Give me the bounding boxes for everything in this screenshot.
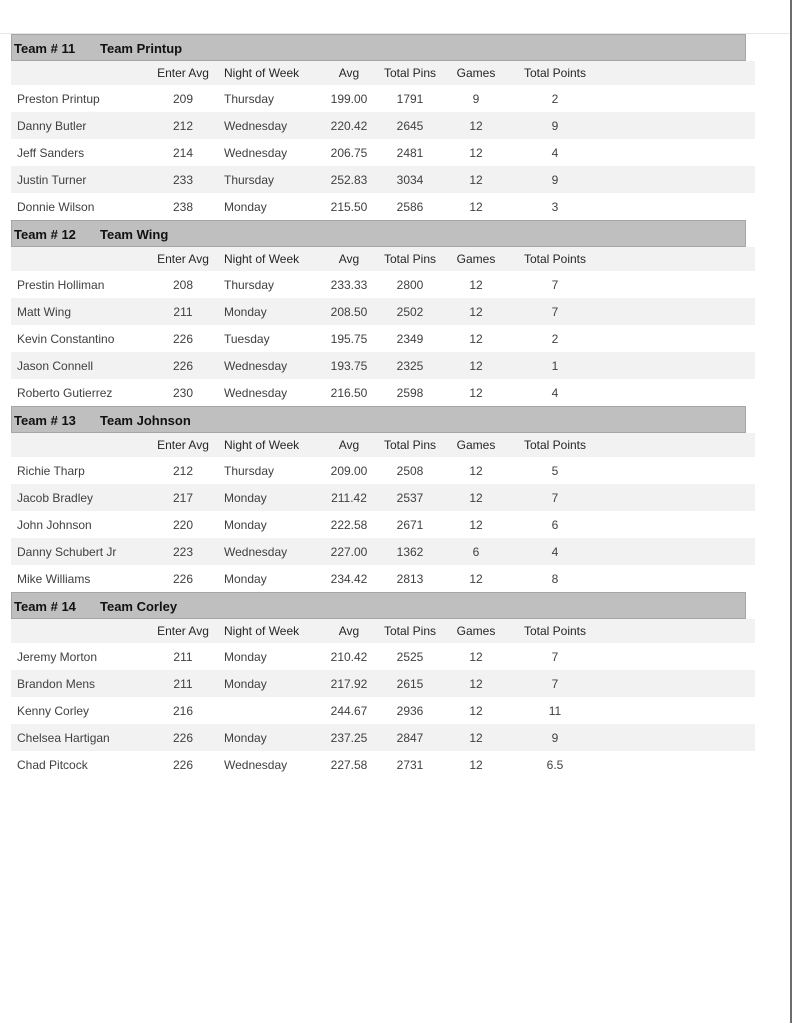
- night-cell: Wednesday: [224, 544, 288, 559]
- total-points-cell: 1: [551, 358, 559, 373]
- col-enter-avg-header: Enter Avg: [157, 66, 209, 80]
- night-cell: Wednesday: [224, 118, 288, 133]
- total-pins-cell: 2586: [396, 199, 424, 214]
- avg-cell: 199.00: [330, 91, 368, 106]
- avg-cell: 227.58: [330, 757, 368, 772]
- total-pins-cell: 2502: [396, 304, 424, 319]
- night-cell: Monday: [224, 490, 267, 505]
- player-rows: [11, 457, 755, 592]
- team-number: Team # 12: [14, 227, 76, 242]
- enter-avg-cell: 238: [172, 199, 194, 214]
- total-points-cell: 4: [551, 544, 559, 559]
- night-cell: Monday: [224, 676, 267, 691]
- table-row: [11, 697, 755, 724]
- table-row: [11, 193, 755, 220]
- total-pins-cell: 2525: [396, 649, 424, 664]
- night-cell: Thursday: [224, 172, 275, 187]
- games-cell: 12: [469, 757, 483, 772]
- table-row: [11, 670, 755, 697]
- table-row: [11, 538, 755, 565]
- avg-cell: 211.42: [331, 490, 367, 505]
- avg-cell: 193.75: [330, 358, 368, 373]
- games-cell: 12: [469, 463, 483, 478]
- avg-cell: 210.42: [330, 649, 368, 664]
- enter-avg-cell: 226: [172, 730, 194, 745]
- enter-avg-cell: 230: [172, 385, 194, 400]
- total-points-cell: 5: [551, 463, 559, 478]
- player-name: Danny Schubert Jr: [17, 544, 117, 559]
- games-cell: 12: [469, 649, 483, 664]
- night-cell: Thursday: [224, 91, 275, 106]
- page-right-edge: [790, 0, 792, 1023]
- enter-avg-cell: 223: [172, 544, 194, 559]
- night-cell: Monday: [224, 649, 267, 664]
- col-avg-header: Avg: [338, 624, 360, 638]
- total-points-cell: 9: [551, 730, 559, 745]
- night-cell: Wednesday: [224, 145, 288, 160]
- games-cell: 6: [472, 544, 480, 559]
- games-cell: 12: [469, 172, 483, 187]
- total-pins-cell: 2598: [396, 385, 424, 400]
- games-cell: 12: [469, 118, 483, 133]
- col-games-header: Games: [456, 624, 496, 638]
- column-header-row: [11, 433, 755, 457]
- avg-cell: 206.75: [330, 145, 368, 160]
- table-row: [11, 643, 755, 670]
- player-name: Danny Butler: [17, 118, 87, 133]
- night-cell: Wednesday: [224, 358, 288, 373]
- night-cell: Tuesday: [224, 331, 270, 346]
- games-cell: 12: [469, 517, 483, 532]
- team-section: [11, 34, 755, 220]
- col-games-header: Games: [456, 438, 496, 452]
- player-rows: [11, 271, 755, 406]
- enter-avg-cell: 211: [173, 676, 193, 691]
- player-name: Jeff Sanders: [17, 145, 85, 160]
- table-row: [11, 511, 755, 538]
- total-pins-cell: 2325: [396, 358, 424, 373]
- total-points-cell: 7: [551, 490, 559, 505]
- avg-cell: 220.42: [330, 118, 368, 133]
- total-pins-cell: 2813: [396, 571, 424, 586]
- table-row: [11, 751, 755, 778]
- table-row: [11, 352, 755, 379]
- total-points-cell: 7: [551, 277, 559, 292]
- table-row: [11, 325, 755, 352]
- night-cell: Monday: [224, 571, 267, 586]
- table-row: [11, 724, 755, 751]
- player-rows: [11, 643, 755, 778]
- table-row: [11, 484, 755, 511]
- col-night-header: Night of Week: [224, 66, 300, 80]
- games-cell: 12: [469, 571, 483, 586]
- col-avg-header: Avg: [338, 438, 360, 452]
- table-row: [11, 139, 755, 166]
- total-points-cell: 4: [551, 385, 559, 400]
- player-name: Richie Tharp: [17, 463, 85, 478]
- total-pins-cell: 2615: [396, 676, 424, 691]
- enter-avg-cell: 217: [172, 490, 194, 505]
- player-name: Preston Printup: [17, 91, 100, 106]
- enter-avg-cell: 226: [172, 358, 194, 373]
- team-name: Team Corley: [100, 599, 178, 614]
- column-header-row: [11, 247, 755, 271]
- total-points-cell: 7: [551, 676, 559, 691]
- games-cell: 12: [469, 703, 483, 718]
- total-pins-cell: 2731: [396, 757, 424, 772]
- avg-cell: 195.75: [330, 331, 368, 346]
- enter-avg-cell: 216: [172, 703, 194, 718]
- enter-avg-cell: 208: [172, 277, 194, 292]
- total-points-cell: 6.5: [546, 757, 564, 772]
- page-top-band: [0, 0, 790, 34]
- player-name: Chad Pitcock: [17, 757, 88, 772]
- team-name: Team Wing: [100, 227, 169, 242]
- night-cell: Wednesday: [224, 757, 288, 772]
- total-points-cell: 2: [551, 331, 559, 346]
- total-points-cell: 9: [551, 172, 559, 187]
- games-cell: 12: [469, 304, 483, 319]
- col-enter-avg-header: Enter Avg: [157, 252, 209, 266]
- team-section: [11, 220, 755, 406]
- player-name: John Johnson: [17, 517, 92, 532]
- player-name: Donnie Wilson: [17, 199, 95, 214]
- total-points-cell: 6: [551, 517, 559, 532]
- player-name: Kenny Corley: [17, 703, 90, 718]
- games-cell: 12: [469, 277, 483, 292]
- night-cell: Monday: [224, 199, 267, 214]
- col-total-pins-header: Total Pins: [383, 252, 437, 266]
- player-name: Kevin Constantino: [17, 331, 115, 346]
- total-pins-cell: 1791: [396, 91, 424, 106]
- enter-avg-cell: 226: [172, 757, 194, 772]
- player-name: Chelsea Hartigan: [17, 730, 110, 745]
- total-pins-cell: 2671: [396, 517, 424, 532]
- enter-avg-cell: 212: [172, 463, 194, 478]
- team-header: [11, 220, 746, 247]
- team-section: [11, 406, 755, 592]
- player-name: Matt Wing: [17, 304, 72, 319]
- team-name: Team Printup: [100, 41, 183, 56]
- total-pins-cell: 2508: [396, 463, 424, 478]
- col-avg-header: Avg: [338, 66, 360, 80]
- avg-cell: 227.00: [330, 544, 368, 559]
- col-games-header: Games: [456, 252, 496, 266]
- total-pins-cell: 3034: [396, 172, 424, 187]
- col-total-pins-header: Total Pins: [383, 66, 437, 80]
- games-cell: 12: [469, 145, 483, 160]
- table-row: [11, 85, 755, 112]
- table-row: [11, 457, 755, 484]
- avg-cell: 233.33: [330, 277, 368, 292]
- games-cell: 12: [469, 358, 483, 373]
- col-avg-header: Avg: [338, 252, 360, 266]
- enter-avg-cell: 212: [172, 118, 194, 133]
- col-games-header: Games: [456, 66, 496, 80]
- team-header: [11, 34, 746, 61]
- night-cell: Monday: [224, 517, 267, 532]
- team-header: [11, 406, 746, 433]
- player-name: Roberto Gutierrez: [17, 385, 113, 400]
- total-pins-cell: 2936: [396, 703, 424, 718]
- total-pins-cell: 2537: [396, 490, 424, 505]
- col-total-points-header: Total Points: [523, 624, 587, 638]
- night-cell: Monday: [224, 304, 267, 319]
- player-name: Jeremy Morton: [17, 649, 98, 664]
- col-enter-avg-header: Enter Avg: [157, 624, 209, 638]
- enter-avg-cell: 226: [172, 571, 194, 586]
- total-points-cell: 9: [551, 118, 559, 133]
- col-night-header: Night of Week: [224, 624, 300, 638]
- team-number: Team # 14: [14, 599, 76, 614]
- col-total-points-header: Total Points: [523, 252, 587, 266]
- avg-cell: 208.50: [330, 304, 368, 319]
- games-cell: 12: [469, 331, 483, 346]
- avg-cell: 252.83: [330, 172, 368, 187]
- col-night-header: Night of Week: [224, 252, 300, 266]
- avg-cell: 237.25: [330, 730, 368, 745]
- total-pins-cell: 1362: [396, 544, 424, 559]
- col-total-pins-header: Total Pins: [383, 624, 437, 638]
- player-name: Jason Connell: [17, 358, 94, 373]
- player-name: Justin Turner: [17, 172, 87, 187]
- team-number: Team # 13: [14, 413, 76, 428]
- avg-cell: 217.92: [330, 676, 368, 691]
- player-name: Prestin Holliman: [17, 277, 105, 292]
- games-cell: 12: [469, 676, 483, 691]
- games-cell: 9: [472, 91, 480, 106]
- enter-avg-cell: 209: [172, 91, 194, 106]
- night-cell: Monday: [224, 730, 267, 745]
- table-row: [11, 166, 755, 193]
- team-name: Team Johnson: [100, 413, 191, 428]
- player-name: Jacob Bradley: [17, 490, 94, 505]
- total-points-cell: 11: [548, 703, 562, 718]
- table-row: [11, 379, 755, 406]
- table-row: [11, 112, 755, 139]
- avg-cell: 244.67: [330, 703, 368, 718]
- table-row: [11, 565, 755, 592]
- night-cell: Thursday: [224, 463, 275, 478]
- avg-cell: 216.50: [330, 385, 368, 400]
- team-section: [11, 592, 755, 778]
- total-points-cell: 8: [551, 571, 559, 586]
- total-pins-cell: 2481: [396, 145, 424, 160]
- enter-avg-cell: 214: [172, 145, 194, 160]
- enter-avg-cell: 211: [173, 649, 193, 664]
- games-cell: 12: [469, 385, 483, 400]
- games-cell: 12: [469, 730, 483, 745]
- standings-sheet: [11, 34, 755, 778]
- games-cell: 12: [469, 199, 483, 214]
- col-total-points-header: Total Points: [523, 66, 587, 80]
- col-enter-avg-header: Enter Avg: [157, 438, 209, 452]
- avg-cell: 234.42: [330, 571, 368, 586]
- night-cell: Thursday: [224, 277, 275, 292]
- total-pins-cell: 2800: [396, 277, 424, 292]
- col-total-pins-header: Total Pins: [383, 438, 437, 452]
- player-name: Brandon Mens: [17, 676, 96, 691]
- team-number: Team # 11: [14, 41, 76, 56]
- avg-cell: 215.50: [330, 199, 368, 214]
- total-points-cell: 4: [551, 145, 559, 160]
- avg-cell: 222.58: [330, 517, 368, 532]
- total-pins-cell: 2847: [396, 730, 424, 745]
- player-rows: [11, 85, 755, 220]
- team-header: [11, 592, 746, 619]
- total-points-cell: 7: [551, 304, 559, 319]
- night-cell: Wednesday: [224, 385, 288, 400]
- table-row: [11, 298, 755, 325]
- total-pins-cell: 2645: [396, 118, 424, 133]
- col-total-points-header: Total Points: [523, 438, 587, 452]
- total-pins-cell: 2349: [396, 331, 424, 346]
- enter-avg-cell: 211: [173, 304, 193, 319]
- column-header-row: [11, 619, 755, 643]
- games-cell: 12: [469, 490, 483, 505]
- column-header-row: [11, 61, 755, 85]
- player-name: Mike Williams: [17, 571, 91, 586]
- enter-avg-cell: 220: [172, 517, 194, 532]
- total-points-cell: 7: [551, 649, 559, 664]
- total-points-cell: 3: [551, 199, 559, 214]
- table-row: [11, 271, 755, 298]
- enter-avg-cell: 233: [172, 172, 194, 187]
- total-points-cell: 2: [551, 91, 559, 106]
- avg-cell: 209.00: [330, 463, 368, 478]
- col-night-header: Night of Week: [224, 438, 300, 452]
- enter-avg-cell: 226: [172, 331, 194, 346]
